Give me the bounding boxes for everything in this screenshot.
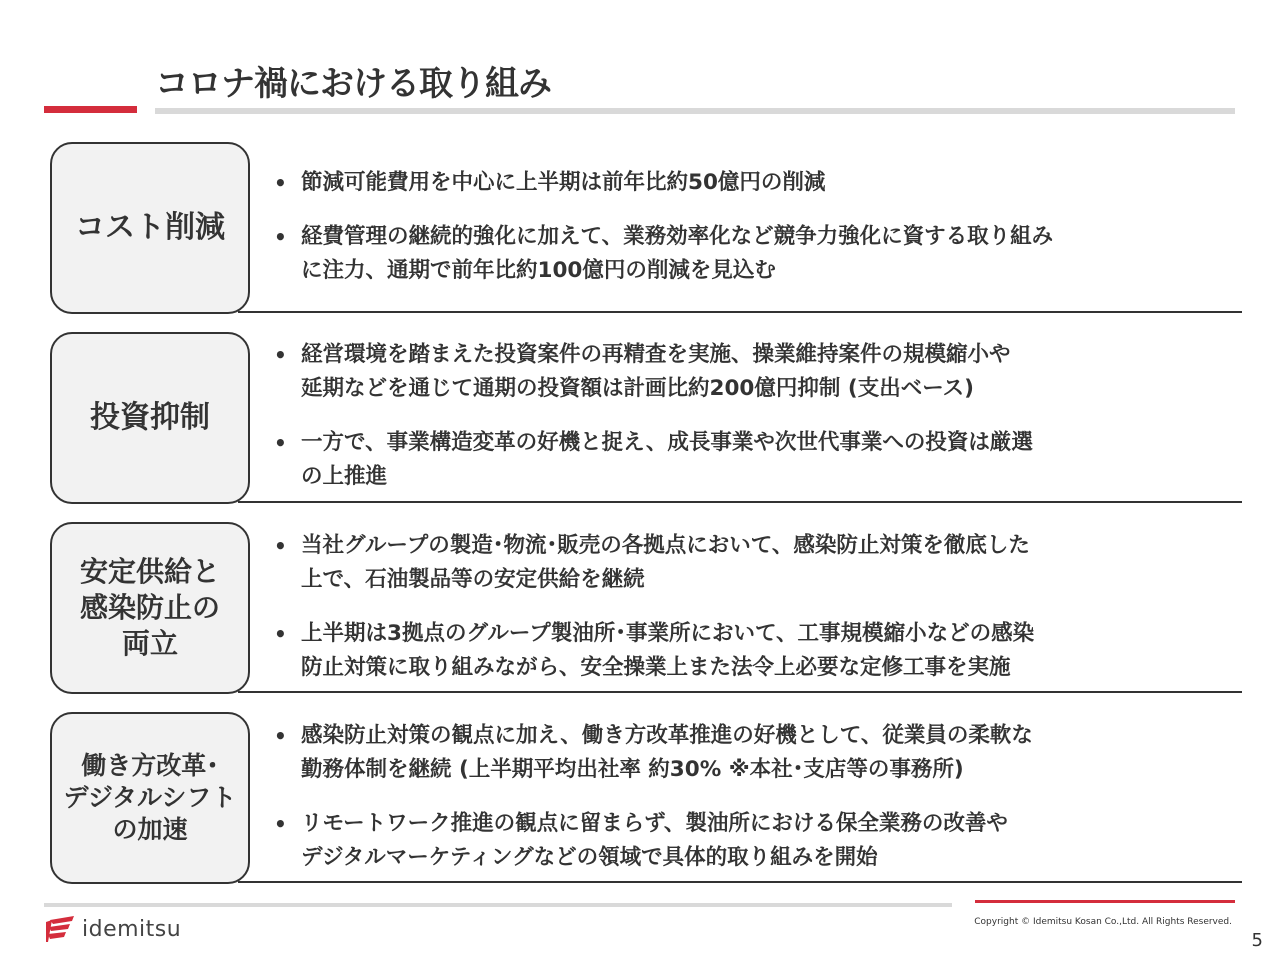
bullet-icon: • [274,431,287,455]
section-divider [238,881,1242,883]
section-label-box [50,142,250,314]
list-item: • 感染防止対策の観点に加え、働き方改革推進の好機として、従業員の柔軟な 勤務体制を継続 (上半期平均出社率 約30% ※本社･支店等の事務所) [274,719,1234,787]
list-item: • 節減可能費用を中心に上半期は前年比約50億円の削減 [274,166,1234,200]
logo-wordmark: idemitsu [82,916,182,942]
section-divider [238,311,1242,313]
footer-rule [44,903,952,907]
list-item: • リモートワーク推進の観点に留まらず、製油所における保全業務の改善や デジタルマーケティングなどの領域で具体的取り組みを開始 [274,807,1234,875]
footer-accent-bar [975,900,1235,903]
list-item: • 経営環境を踏まえた投資案件の再精査を実施、操業維持案件の規模縮小や 延期などを通じて通期の投資額は計画比約200億円抑制 (支出ベース) [274,338,1234,406]
section-label: 安定供給と 感染防止の 両立 [79,555,220,660]
bullet-icon: • [274,812,287,836]
list-item: • 上半期は3拠点のグループ製油所･事業所において、工事規模縮小などの感染 防止対策に取り組みながら、安全操業上また法令上必要な定修工事を実施 [274,617,1234,685]
page-title: コロナ禍における取り組み [155,64,551,104]
bullet-icon: • [274,225,287,249]
bullet-icon: • [274,724,287,748]
section-divider [238,691,1242,693]
section-label-box [50,332,250,504]
bullet-icon: • [274,343,287,367]
bullet-list [274,529,1234,685]
copyright-notice: Copyright © Idemitsu Kosan Co.,Ltd. All Rights Reserved. [974,917,1232,927]
company-logo [46,914,181,944]
bullet-list [274,719,1234,875]
bullet-icon: • [274,534,287,558]
section-label-box [50,712,250,884]
list-item: • 当社グループの製造･物流･販売の各拠点において、感染防止対策を徹底した 上で、石油製品等の安定供給を継続 [274,529,1234,597]
page-number: 5 [1251,930,1263,951]
bullet-list [274,338,1234,494]
section-label: 投資抑制 [90,399,210,435]
title-accent-bar [44,106,137,113]
section-label: 働き方改革･ デジタルシフト の加速 [63,751,237,844]
section-label: コスト削減 [75,209,225,245]
list-item: • 経費管理の継続的強化に加えて、業務効率化など競争力強化に資する取り組み に注力、通期で前年比約100億円の削減を見込む [274,220,1234,288]
section-divider [238,501,1242,503]
idemitsu-logo-icon [46,916,76,942]
list-item: • 一方で、事業構造変革の好機と捉え、成長事業や次世代事業への投資は厳選 の上推進 [274,426,1234,494]
title-underline [155,108,1235,114]
bullet-list [274,166,1234,288]
bullet-icon: • [274,171,287,195]
bullet-icon: • [274,622,287,646]
section-label-box [50,522,250,694]
